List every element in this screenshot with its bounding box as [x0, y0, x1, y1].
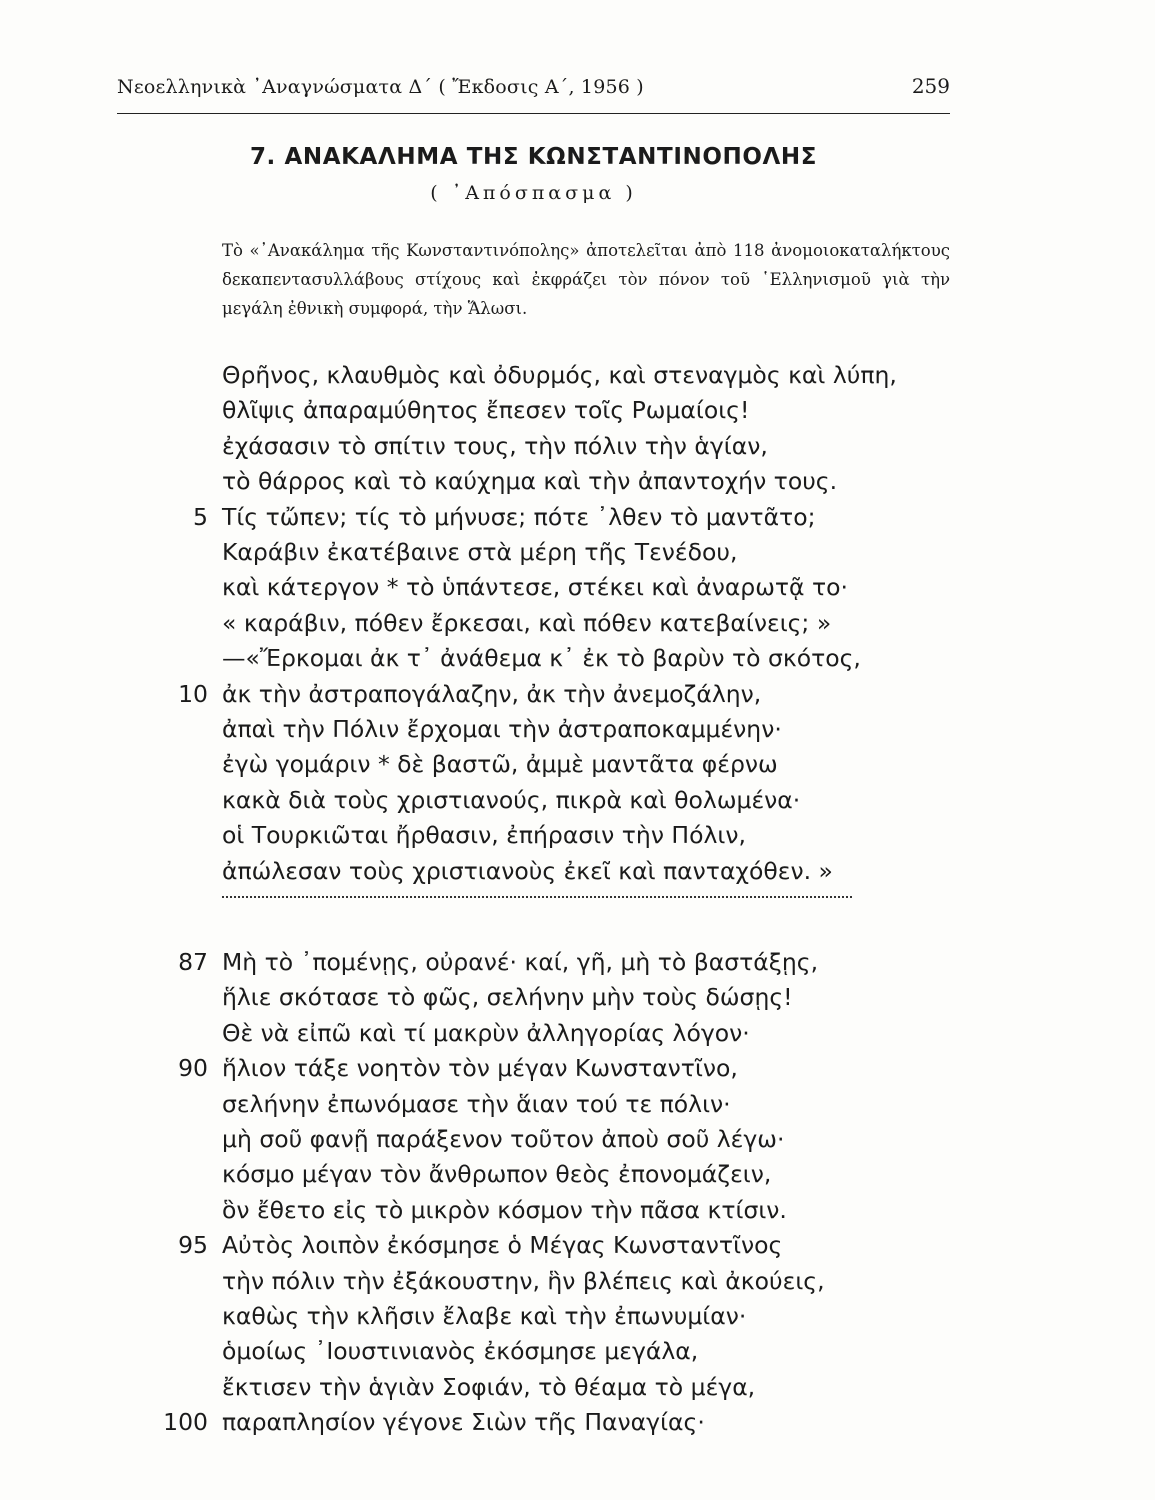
- line-number: 5: [193, 502, 208, 531]
- poem-line: [0, 603, 1155, 643]
- poem-line: [0, 461, 1155, 501]
- poem-line: [0, 567, 1155, 607]
- running-header: [117, 74, 950, 104]
- line-text: μὴ σοῦ φανῇ παράξενον τοῦτον ἀποὺ σοῦ λέγω·: [222, 1125, 785, 1153]
- poem-line: [0, 638, 1155, 678]
- line-text: Καράβιν ἐκατέβαινε στὰ μέρη τῆς Τενέδου,: [222, 538, 738, 566]
- line-text: ἀκ τὴν ἀστραπογάλαζην, ἀκ τὴν ἀνεμοζάλην,: [222, 679, 762, 708]
- poem-line: [0, 1119, 1155, 1159]
- poem-line: [0, 1261, 1155, 1301]
- line-text: « καράβιν, πόθεν ἔρκεσαι, καὶ πόθεν κατεβαίνεις; »: [222, 608, 832, 637]
- page-number: 259: [911, 74, 950, 98]
- poem-line: [0, 1367, 1155, 1407]
- line-number: 10: [178, 679, 208, 708]
- line-text: τὴν πόλιν τὴν ἐξάκουστην, ἣν βλέπεις καὶ ἀκούεις,: [222, 1266, 825, 1295]
- header-rule: [117, 113, 950, 114]
- line-text: καθὼς τὴν κλῆσιν ἔλαβε καὶ τὴν ἐπωνυμίαν·: [222, 1302, 747, 1330]
- poem-line: [0, 1154, 1155, 1194]
- line-text: καὶ κάτεργον * τὸ ὑπάντεσε, στέκει καὶ ἀναρωτᾷ το·: [222, 573, 849, 602]
- poem-line: [0, 532, 1155, 572]
- line-number: 90: [178, 1054, 208, 1083]
- poem-line: [0, 780, 1155, 820]
- line-text: Αὐτὸς λοιπὸν ἐκόσμησε ὁ Μέγας Κωνσταντῖνος: [222, 1231, 783, 1260]
- poem-line: [0, 1048, 1155, 1088]
- poem-line: [0, 390, 1155, 430]
- intro-paragraph: Τὸ «᾿Ανακάλημα τῆς Κωνσταντινόπολης» ἀποτελεῖται ἀπὸ 118 ἀνομοιοκαταλήκτους δεκαπεντασυλλάβους στίχους καὶ ἐκφράζει τὸν πόνον τοῦ ῾Ελληνισμοῦ γιὰ τὴν μεγάλη ἐθνικὴ συμφορά, τὴν Ἅλωσι.: [222, 241, 950, 318]
- poem-title: 7. ΑΝΑΚΑΛΗΜΑ ΤΗΣ ΚΩΝΣΤΑΝΤΙΝΟΠΟΛΗΣ: [249, 144, 818, 170]
- line-text: ἔκτισεν τὴν ἁγιὰν Σοφιάν, τὸ θέαμα τὸ μέγα,: [222, 1372, 756, 1401]
- poem-line: [0, 815, 1155, 855]
- line-text: ὁμοίως ᾿Ιουστινιανὸς ἐκόσμησε μεγάλα,: [222, 1337, 699, 1366]
- line-text: ἐγὼ γομάριν * δὲ βαστῶ, ἀμμὲ μαντᾶτα φέρνω: [222, 750, 778, 779]
- poem-subtitle: ( ᾿Απόσπασμα ): [430, 182, 637, 204]
- poem-line: [0, 355, 1155, 395]
- poem-line: [0, 1296, 1155, 1336]
- line-text: Μὴ τὸ ᾿πομένῃς, οὐρανέ· καί, γῆ, μὴ τὸ βαστάξῃς,: [222, 948, 819, 976]
- poem-line: [0, 1402, 1155, 1442]
- line-text: θλῖψις ἀπαραμύθητος ἔπεσεν τοῖς Ρωμαίοις!: [222, 396, 750, 425]
- line-text: ἐχάσασιν τὸ σπίτιν τους, τὴν πόλιν τὴν ἁγίαν,: [222, 431, 768, 460]
- line-number: 95: [178, 1231, 208, 1260]
- poem-line: [0, 1331, 1155, 1371]
- line-text: ἀπώλεσαν τοὺς χριστιανοὺς ἐκεῖ καὶ πανταχόθεν. »: [222, 856, 833, 885]
- line-text: ἥλιον τάξε νοητὸν τὸν μέγαν Κωνσταντῖνο,: [222, 1054, 738, 1083]
- poem-line: [0, 674, 1155, 714]
- line-text: Τίς τὤπεν; τίς τὸ μήνυσε; πότε ᾿λθεν τὸ μαντᾶτο;: [222, 502, 816, 531]
- line-text: κακὰ διὰ τοὺς χριστιανούς, πικρὰ καὶ θολωμένα·: [222, 785, 801, 814]
- line-number: 100: [163, 1408, 208, 1437]
- line-text: ἥλιε σκότασε τὸ φῶς, σελήνην μὴν τοὺς δώσῃς!: [222, 983, 793, 1012]
- line-number: 87: [178, 948, 208, 976]
- omission-dots: [222, 876, 852, 898]
- line-text: κόσμο μέγαν τὸν ἄνθρωπον θεὸς ἐπονομάζειν,: [222, 1160, 772, 1189]
- poem-line: [0, 426, 1155, 466]
- poem-line: [0, 497, 1155, 537]
- line-text: ἀπαὶ τὴν Πόλιν ἔρχομαι τὴν ἀστραποκαμμένην·: [222, 715, 782, 743]
- poem-line: [0, 1190, 1155, 1230]
- poem-line: [0, 1225, 1155, 1265]
- line-text: παραπλησίον γέγονε Σιὼν τῆς Παναγίας·: [222, 1408, 705, 1437]
- poem-line: [0, 977, 1155, 1017]
- poem-line: [0, 709, 1155, 749]
- line-text: ὃν ἔθετο εἰς τὸ μικρὸν κόσμον τὴν πᾶσα κτίσιν.: [222, 1195, 787, 1224]
- line-text: οἱ Τουρκιῶται ἤρθασιν, ἐπήρασιν τὴν Πόλιν,: [222, 821, 746, 850]
- line-text: Θὲ νὰ εἰπῶ καὶ τί μακρὺν ἀλληγορίας λόγον·: [222, 1018, 750, 1047]
- poem-line: [0, 942, 1155, 982]
- line-text: σελήνην ἐπωνόμασε τὴν ἅιαν τού τε πόλιν·: [222, 1089, 731, 1118]
- poem-line: [0, 1013, 1155, 1053]
- poem-line: [0, 744, 1155, 784]
- line-text: —«Ἔρκομαι ἀκ τ᾿ ἀνάθεμα κ᾿ ἐκ τὸ βαρὺν τὸ σκότος,: [222, 644, 861, 673]
- poem-line: [0, 1084, 1155, 1124]
- running-title: Νεοελληνικὰ ᾿Αναγνώσματα Δ΄ ( Ἔκδοσις Α΄, 1956 ): [117, 76, 644, 98]
- line-text: τὸ θάρρος καὶ τὸ καύχημα καὶ τὴν ἀπαντοχήν τους.: [222, 467, 838, 496]
- line-text: Θρῆνος, κλαυθμὸς καὶ ὀδυρμός, καὶ στεναγμὸς καὶ λύπη,: [222, 361, 897, 389]
